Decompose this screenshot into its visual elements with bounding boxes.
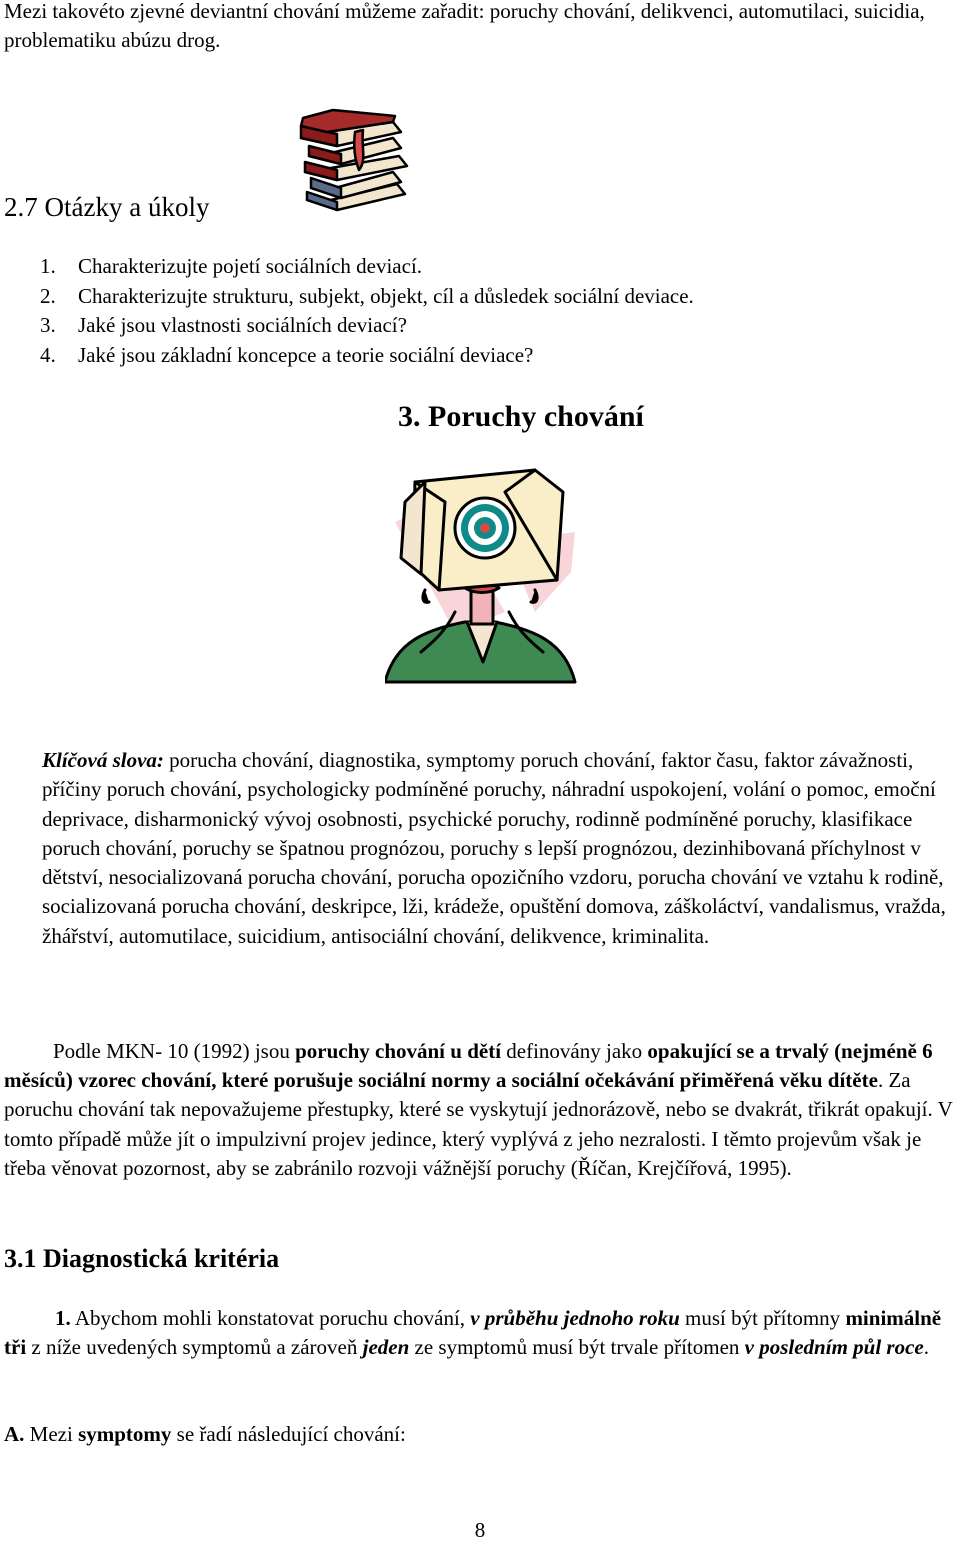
keywords-label: Klíčová slova: — [42, 748, 164, 772]
text-run: z níže uvedených symptomů a zároveň — [26, 1335, 363, 1360]
list-item-text: Charakterizujte pojetí sociálních deviací. — [78, 254, 423, 278]
text-run: Mezi — [24, 1422, 79, 1446]
list-item — [40, 282, 940, 312]
bold-italic-run: v průběhu jednoho roku — [470, 1306, 680, 1330]
list-item-text: Jaké jsou základní koncepce a teorie sociální deviace? — [78, 342, 534, 367]
questions-list — [40, 252, 940, 370]
bold-run: poruchy chování u dětí — [295, 1039, 502, 1063]
bold-run: opakující se a trvalý (nejméně 6 měsíců) vzorec chování, které porušuje sociální normy a sociální očekávání přiměřená věku dítěte — [4, 1039, 933, 1093]
criteria-paragraph — [4, 1304, 960, 1362]
definition-paragraph — [4, 1037, 960, 1183]
page-number: 8 — [474, 1518, 486, 1542]
section-heading-3-1: 3.1 Diagnostická kritéria — [4, 1244, 280, 1273]
target-head-illustration — [385, 462, 579, 686]
intro-paragraph: Mezi takovéto zjevné deviantní chování můžeme zařadit: poruchy chování, delikvenci, automutilaci, suicidia, problematiku abúzu drog. — [4, 0, 925, 52]
list-item-text: Charakterizujte strukturu, subjekt, objekt, cíl a důsledek sociální deviace. — [78, 283, 694, 308]
bold-italic-run: jeden — [362, 1335, 410, 1360]
bold-italic-run: v posledním půl roce — [744, 1335, 924, 1360]
text-run: . Za poruchu chování tak nepovažujeme přestupky, které se vyskytují jednorázově, nebo se dvakrát, třikrát opakují. V tomto případě může jít o impulzivní projev jedince, který vyplývá z jeho nezralosti. I těmto projevům však je třeba věnovat pozornost, aby se zabránilo rozvoji vážnější poruchy (Říčan, Krejčířová, 1995). — [4, 1068, 953, 1180]
bold-run: A. — [4, 1422, 25, 1446]
section-heading-2-7: 2.7 Otázky a úkoly — [4, 192, 210, 222]
text-run: Abychom mohli konstatovat poruchu chování, — [70, 1306, 471, 1330]
bold-run: 1. — [55, 1306, 71, 1330]
text-run: definovány jako — [501, 1039, 648, 1063]
list-item — [40, 311, 940, 341]
text-run: ze symptomů musí být trvale přítomen — [409, 1335, 745, 1360]
list-item-number: 3. — [40, 313, 56, 337]
text-run: musí být přítomny — [679, 1306, 846, 1330]
bold-run: minimálně tři — [4, 1306, 942, 1360]
books-stack-illustration — [297, 108, 417, 216]
keywords-paragraph — [42, 746, 960, 951]
keywords-text: porucha chování, diagnostika, symptomy poruch chování, faktor času, faktor závažnosti, příčiny poruch chování, psychologicky podmíněné poruchy, náhradní uspokojení, volání o pomoc, emoční deprivace, disharmonický vývoj osobnosti, psychické poruchy, rodinně podmíněné poruchy, klasifikace poruch chování, poruchy se špatnou prognózou, poruchy s lepší prognózou, dezinhibovaná příchylnost v dětství, nesocializovaná porucha chování, porucha opozičního vzdoru, porucha chování ve vztahu k rodině, socializovaná porucha chování, deskripce, lži, krádeže, opuštění domova, záškoláctví, vandalismus, vražda, žhářství, automutilace, suicidium, antisociální chování, delikvence, kriminalita. — [42, 748, 946, 948]
symptoms-intro — [4, 1420, 960, 1449]
text-run: . — [923, 1335, 929, 1360]
bold-run: symptomy — [78, 1422, 172, 1446]
chapter-heading-3: 3. Poruchy chování — [398, 400, 644, 433]
list-item — [40, 252, 940, 282]
list-item-number: 4. — [40, 342, 56, 367]
list-item — [40, 341, 940, 371]
list-item-text: Jaké jsou vlastnosti sociálních deviací? — [78, 313, 407, 337]
list-item-number: 1. — [40, 254, 56, 278]
text-run: se řadí následující chování: — [171, 1422, 406, 1446]
list-item-number: 2. — [40, 283, 56, 308]
text-run: Podle MKN- 10 (1992) jsou — [53, 1039, 296, 1063]
